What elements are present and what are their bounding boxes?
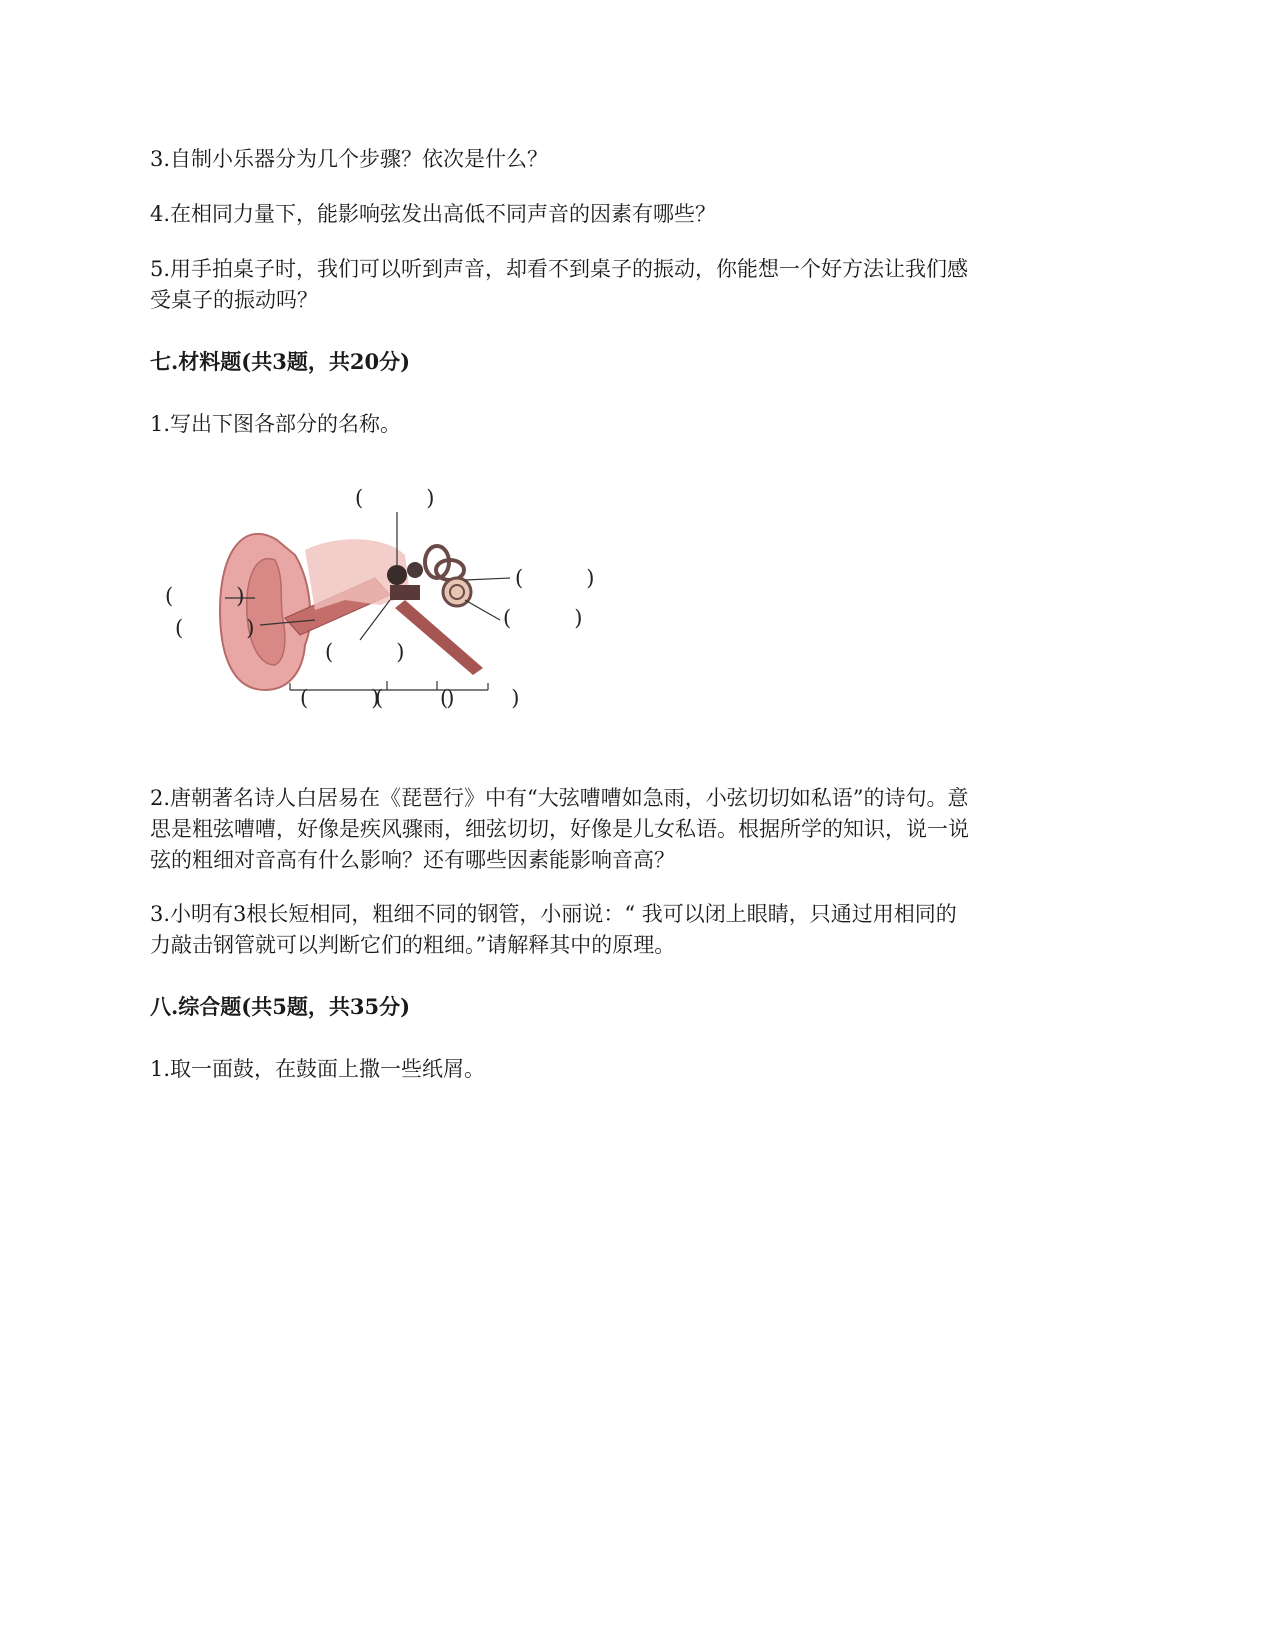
- question-7-3-line1: 3.小明有3根长短相同，粗细不同的钢管，小丽说：“ 我可以闭上眼睛，只通过用相同的: [150, 902, 957, 926]
- question-6-5-line2: 受桌子的振动吗？: [150, 288, 318, 312]
- blank-right-upper: ( ): [515, 566, 595, 590]
- blank-left-upper: ( ): [165, 584, 245, 608]
- question-6-5-line1: 5.用手拍桌子时，我们可以听到声音，却看不到桌子的振动，你能想一个好方法让我们感: [150, 257, 969, 281]
- question-8-1: 1.取一面鼓，在鼓面上撒一些纸屑。: [150, 1057, 486, 1081]
- blank-bottom-2: ( ): [375, 686, 455, 710]
- question-7-1: 1.写出下图各部分的名称。: [150, 412, 402, 436]
- blank-left-lower: ( ): [175, 616, 255, 640]
- blank-right-lower: ( ): [503, 606, 583, 630]
- question-6-3: 3.自制小乐器分为几个步骤？依次是什么？: [150, 147, 549, 171]
- section-8-heading: 八.综合题(共5题，共35分): [150, 994, 411, 1019]
- blank-center: ( ): [325, 640, 405, 664]
- question-7-2-line3: 弦的粗细对音高有什么影响？还有哪些因素能影响音高？: [150, 848, 675, 872]
- question-6-4: 4.在相同力量下，能影响弦发出高低不同声音的因素有哪些？: [150, 202, 717, 226]
- question-7-3-line2: 力敲击钢管就可以判断它们的粗细。”请解释其中的原理。: [150, 933, 676, 957]
- blank-top: ( ): [355, 486, 435, 510]
- question-7-2-line1: 2.唐朝著名诗人白居易在《琵琶行》中有“大弦嘈嘈如急雨，小弦切切如私语”的诗句。意: [150, 786, 969, 810]
- section-7-heading: 七.材料题(共3题，共20分): [150, 349, 411, 374]
- blank-bottom-1: ( ): [300, 686, 380, 710]
- question-7-2-line2: 思是粗弦嘈嘈，好像是疾风骤雨，细弦切切，好像是儿女私语。根据所学的知识，说一说: [150, 817, 969, 841]
- ear-diagram: [165, 486, 655, 760]
- blank-bottom-3: ( ): [440, 686, 520, 710]
